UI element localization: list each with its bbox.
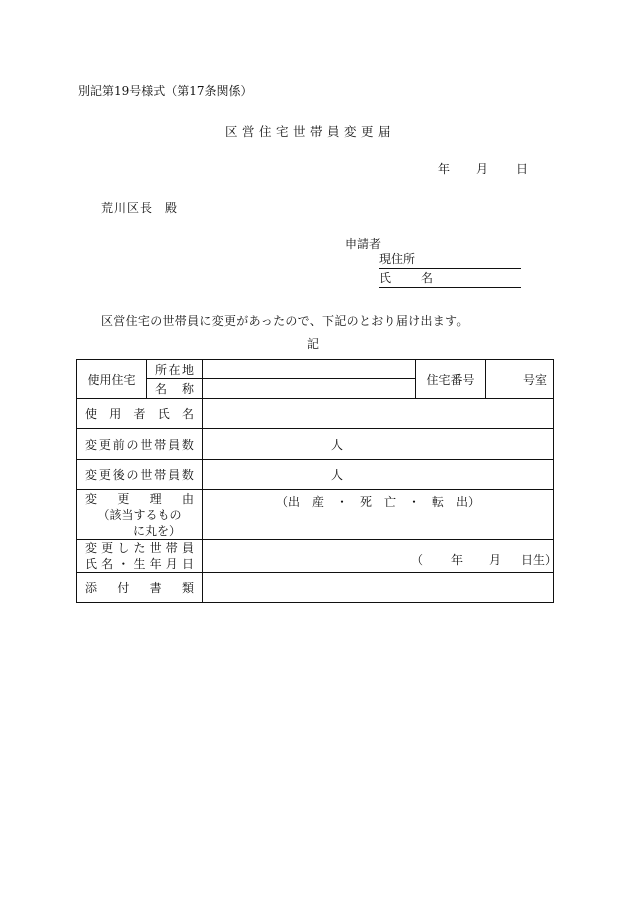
label-char: 員 (181, 541, 194, 555)
date-day: 日 (516, 162, 529, 176)
before-count-field[interactable] (203, 429, 554, 460)
label-char: 類 (181, 581, 194, 595)
label-char: 氏 (85, 557, 98, 571)
reason-options-field[interactable] (203, 490, 554, 540)
label-char: 世 (149, 541, 162, 555)
document-title: 区営住宅世帯員変更届 (225, 124, 396, 139)
reason-label (77, 490, 203, 540)
label-char: 数 (181, 437, 194, 452)
label-char: 員 (168, 468, 181, 482)
applicant-address-field[interactable] (379, 252, 521, 269)
applicant-label: 申請者 (345, 237, 382, 251)
room-suffix: 号室 (522, 372, 547, 387)
before-count-label (77, 429, 203, 460)
user-name-field[interactable] (203, 399, 554, 429)
label-char: 更 (98, 468, 111, 482)
housing-name-label (147, 379, 203, 399)
label-char: 称 (181, 382, 194, 396)
addressee-name: 荒川区長 (101, 201, 154, 215)
label-char: 使 (85, 407, 98, 421)
label-char: 名 (181, 407, 194, 421)
date-line (438, 160, 528, 177)
label-char: 者 (133, 407, 146, 421)
label-char: 帯 (154, 468, 167, 482)
label-char: 生 (133, 557, 146, 571)
label-char: 書 (149, 581, 162, 595)
label-char: 名 (155, 382, 168, 396)
birth-year: 年 (451, 553, 464, 567)
label-char: 帯 (165, 541, 178, 555)
location-field[interactable] (203, 360, 416, 379)
housing-label: 使用住宅 (77, 360, 147, 399)
label-char: 変 (85, 437, 98, 452)
label-char: 変 (85, 468, 98, 482)
date-month: 月 (476, 162, 489, 176)
addressee (101, 199, 178, 216)
birth-month: 月 (489, 553, 502, 567)
room-number-field[interactable] (486, 360, 554, 399)
label-char: 付 (117, 581, 130, 595)
label-char: た (133, 541, 146, 555)
location-label (147, 360, 203, 379)
label-char: 更 (98, 437, 111, 452)
label-char: 月 (165, 557, 178, 571)
label-char: 更 (101, 541, 114, 555)
changed-member-label (77, 540, 203, 573)
reason-label-line3: に丸を） (133, 524, 182, 538)
housing-name-field[interactable] (203, 379, 416, 399)
changed-member-field[interactable] (203, 540, 558, 573)
label-char: 世 (140, 437, 153, 452)
label-char: 世 (140, 468, 153, 482)
label-char: 員 (168, 437, 181, 452)
after-person-unit: 人 (331, 468, 344, 482)
reason-label-line2: （該当するもの (97, 508, 182, 522)
applicant-name-label: 氏 名 (379, 271, 443, 285)
label-char: 帯 (154, 437, 167, 452)
reason-options: （出 産 ・ 死 亡 ・ 転 出） (275, 495, 480, 509)
label-char: 前 (112, 437, 125, 452)
label-char: 変 (85, 541, 98, 555)
statement-text: 区営住宅の世帯員に変更があったので、下記のとおり届け出ます。 (101, 314, 469, 328)
label-char: 用 (109, 407, 122, 421)
attachments-label (77, 573, 203, 603)
label-char: 変 (85, 492, 98, 506)
label-char: 添 (85, 581, 98, 595)
before-person-unit: 人 (331, 437, 344, 452)
birth-date (411, 551, 557, 568)
label-char: の (126, 437, 139, 452)
label-char: 数 (181, 468, 194, 482)
label-char: 更 (117, 492, 130, 506)
label-char: 在 (168, 362, 181, 377)
label-char: 後 (112, 468, 125, 482)
label-char: 年 (149, 557, 162, 571)
label-char: 所 (155, 362, 168, 377)
label-char: 由 (181, 492, 194, 506)
addressee-honorific: 殿 (165, 201, 179, 215)
applicant-name-field[interactable] (379, 271, 521, 288)
label-char: 地 (181, 362, 194, 377)
attachments-field[interactable] (203, 573, 554, 603)
form-reference: 別記第19号様式（第17条関係） (78, 84, 253, 98)
housing-number-label: 住宅番号 (416, 360, 486, 399)
label-char: の (126, 468, 139, 482)
birth-open: （ (411, 553, 424, 567)
after-count-label (77, 460, 203, 490)
label-char: ・ (117, 557, 130, 571)
change-form-table (76, 359, 558, 603)
label-char: し (117, 541, 130, 555)
label-char: 氏 (157, 407, 170, 421)
label-char: 理 (149, 492, 162, 506)
birth-day: 日生） (521, 553, 558, 567)
ki-heading: 記 (307, 337, 320, 351)
label-char: 日 (181, 557, 194, 571)
applicant-address-label: 現住所 (379, 252, 416, 266)
date-year: 年 (438, 162, 451, 176)
label-char: 名 (101, 557, 114, 571)
after-count-field[interactable] (203, 460, 554, 490)
user-name-label (77, 399, 203, 429)
